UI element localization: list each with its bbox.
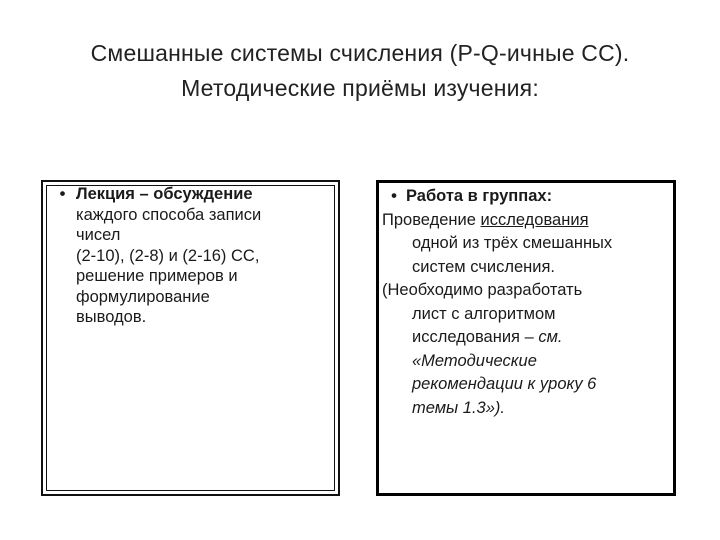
- right-paragraph-1: [382, 209, 672, 233]
- right-heading: Работа в группах:: [406, 187, 553, 205]
- right-bullet-line: [382, 185, 672, 209]
- left-line: каждого способа записи: [76, 205, 262, 224]
- left-box: [41, 180, 340, 496]
- right-italic-line: рекомендации к уроку 6: [412, 375, 597, 393]
- right-box-content: [382, 185, 672, 420]
- right-p2-normal: исследования –: [412, 328, 539, 346]
- right-box: [376, 180, 676, 496]
- left-box-content: [49, 184, 329, 328]
- left-line: (2-10), (2-8) и (2-16) СС,: [76, 246, 260, 265]
- right-p1-underlined: исследования: [480, 210, 589, 229]
- left-line: формулирование: [76, 287, 210, 306]
- bullet-icon: •: [391, 187, 397, 205]
- title-line-2: Методические приёмы изучения:: [181, 75, 539, 101]
- right-italic-line: «Методические: [412, 351, 537, 370]
- right-italic-line: темы 1.3»).: [412, 398, 505, 417]
- left-bullet-line: [49, 184, 329, 205]
- title-line-1: Смешанные системы счисления (P-Q-ичные СС).: [90, 40, 630, 66]
- right-line: [382, 326, 672, 350]
- right-line: систем счисления.: [412, 257, 555, 276]
- bullet-icon: •: [59, 185, 66, 203]
- slide-title: [20, 36, 700, 106]
- left-line: чисел: [76, 226, 121, 244]
- right-line: одной из трёх смешанных: [412, 234, 613, 252]
- right-p2-italic: см.: [538, 328, 563, 346]
- left-line: решение примеров и: [76, 267, 238, 285]
- right-p1-start: Проведение: [382, 210, 481, 229]
- left-line: выводов.: [76, 308, 147, 326]
- right-line: лист с алгоритмом: [412, 304, 556, 323]
- right-paragraph-2: (Необходимо разработать: [382, 281, 583, 299]
- left-heading: Лекция – обсуждение: [76, 185, 253, 203]
